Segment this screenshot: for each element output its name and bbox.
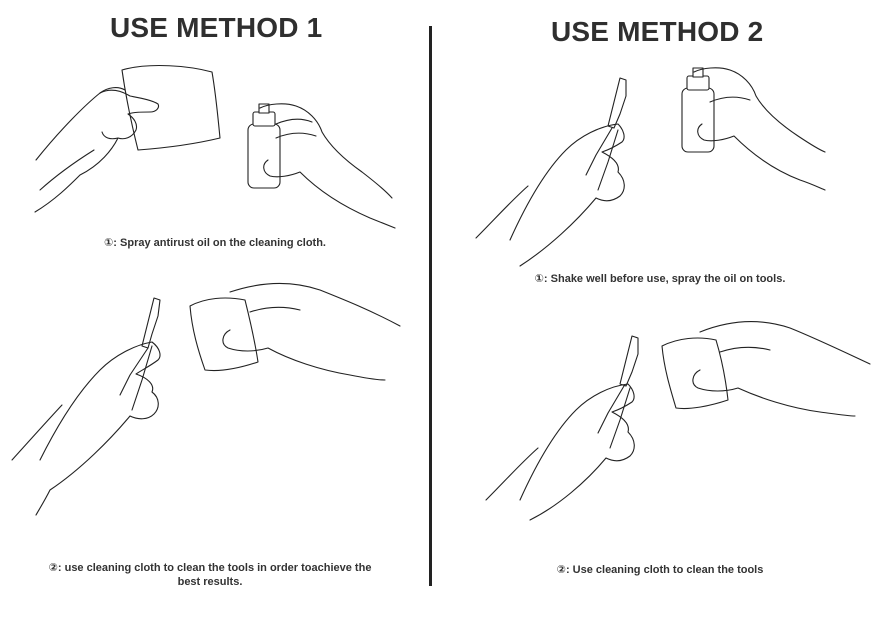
method-1-step-2-caption — [45, 561, 375, 589]
method-2-step-2-caption: ②: Use cleaning cloth to clean the tools — [556, 564, 764, 576]
hand-holding-cloth-illustration — [35, 66, 220, 212]
nipper-hand-illustration-2 — [476, 78, 626, 266]
nipper-hand-illustration-3 — [486, 336, 638, 520]
method-2-title: USE METHOD 2 — [551, 16, 764, 47]
method-2-step-1-caption: ①: Shake well before use, spray the oil on tools. — [534, 273, 786, 285]
nipper-hand-illustration — [12, 298, 160, 515]
method-1-step-1-caption: ①: Spray antirust oil on the cleaning cloth. — [103, 237, 326, 249]
method-1-step-2-line-2: best results. — [177, 576, 243, 588]
spray-bottle-illustration — [248, 104, 395, 228]
cloth-hand-illustration — [190, 283, 400, 380]
method-1-step-2-line-1: ②: use cleaning cloth to clean the tools in order toachieve the — [48, 562, 372, 574]
method-1-title: USE METHOD 1 — [110, 12, 323, 43]
spray-bottle-illustration-2 — [682, 68, 825, 190]
cloth-hand-illustration-2 — [662, 322, 870, 416]
